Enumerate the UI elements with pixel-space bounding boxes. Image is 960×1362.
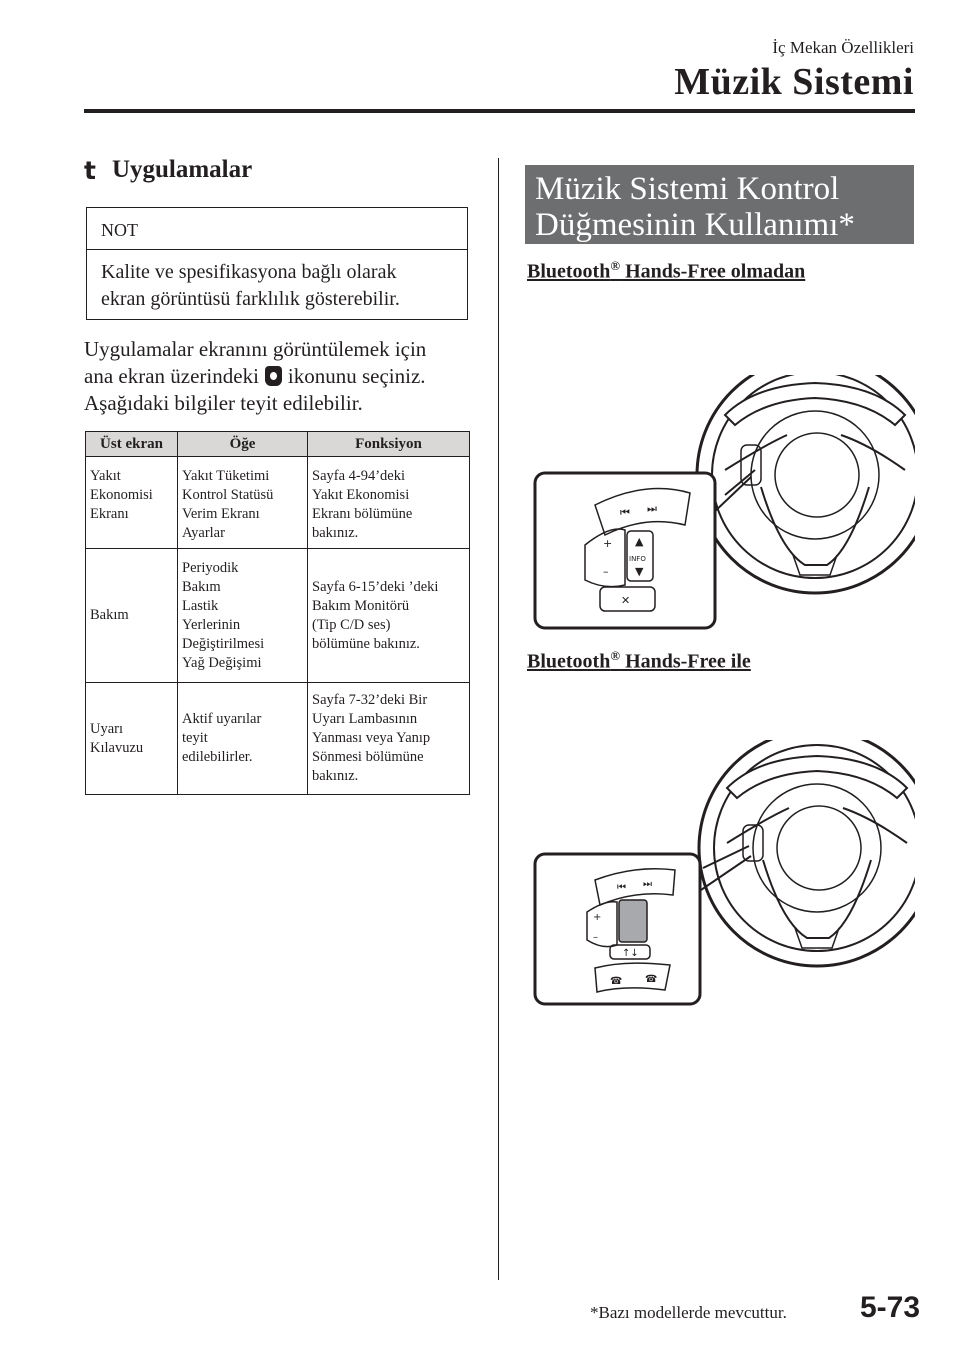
section-heading-text: Uygulamalar <box>111 156 253 183</box>
note-box <box>86 207 468 320</box>
svg-text:–: – <box>603 565 609 578</box>
body-paragraph <box>84 336 484 417</box>
table-cell-screen <box>86 457 178 549</box>
registered-mark: ® <box>610 258 621 273</box>
svg-text:+: + <box>603 537 613 550</box>
cell-line: Ekranı <box>90 506 129 522</box>
steering-wheel-figure-2 <box>525 740 915 1010</box>
cell-line: Periyodik <box>182 559 239 576</box>
svg-text:⏮: ⏮ <box>620 506 630 519</box>
cell-line: bakınız. <box>312 768 359 784</box>
cell-line: Uyarı <box>90 720 124 737</box>
figure2-heading-text: Hands-Free ile <box>620 650 751 673</box>
cell-line: Aktif uyarılar <box>182 711 262 727</box>
cell-line: Ekonomisi <box>90 487 153 503</box>
cell-line: Değiştirilmesi <box>182 635 265 652</box>
cell-line: (Tip C/D ses) <box>312 616 391 633</box>
paragraph-text: ikonunu seçiniz. <box>287 364 426 388</box>
table-cell-item <box>178 457 308 549</box>
page-number: 5-73 <box>860 1291 921 1324</box>
svg-text:↑↓: ↑↓ <box>622 948 639 959</box>
banner-line: Müzik Sistemi Kontrol <box>535 171 840 207</box>
table-header: Öğe <box>178 432 308 457</box>
figure2-heading <box>527 648 751 674</box>
paragraph-line: Uygulamalar ekranını görüntülemek için <box>84 337 427 361</box>
section-banner <box>525 165 914 244</box>
table-cell-function <box>308 457 470 549</box>
cell-line: edilebilirler. <box>182 749 253 765</box>
column-divider <box>498 158 499 1280</box>
table-row <box>86 683 470 795</box>
cell-line: Uyarı Lambasının <box>312 711 418 727</box>
cell-line: Sönmesi bölümüne <box>312 749 424 765</box>
cell-line: bölümüne bakınız. <box>312 635 420 652</box>
cell-line: Yağ Değişimi <box>182 654 262 671</box>
cell-line: Verim Ekranı <box>182 506 260 522</box>
steering-wheel-figure-1 <box>525 375 915 635</box>
table-cell-function <box>308 683 470 795</box>
cell-line: Sayfa 4-94’deki <box>312 468 406 484</box>
table-cell-screen <box>86 549 178 683</box>
paragraph-line <box>84 363 484 390</box>
section-bullet: t <box>84 156 96 185</box>
svg-text:☎: ☎ <box>645 974 658 985</box>
svg-text:–: – <box>593 932 598 943</box>
table-header: Fonksiyon <box>308 432 470 457</box>
page-title: Müzik Sistemi <box>674 61 914 103</box>
table-cell-item <box>178 683 308 795</box>
table-cell-screen <box>86 683 178 795</box>
chapter-label: İç Mekan Özellikleri <box>772 38 914 57</box>
note-body <box>101 259 459 313</box>
cell-line: Yerlerinin <box>182 616 241 633</box>
cell-line: Kontrol Statüsü <box>182 487 274 503</box>
figure1-heading <box>527 258 805 284</box>
cell-line: Yakıt <box>90 468 121 484</box>
applications-icon <box>265 366 282 386</box>
banner-line: Düğmesinin Kullanımı* <box>535 207 855 243</box>
svg-text:+: + <box>593 912 602 923</box>
table-row <box>86 549 470 683</box>
svg-text:▼: ▼ <box>635 565 644 578</box>
svg-text:⏮: ⏮ <box>617 882 626 893</box>
cell-line: Yakıt Tüketimi <box>182 468 270 484</box>
table-header: Üst ekran <box>86 432 178 457</box>
cell-line: teyit <box>182 730 208 746</box>
cell-line: bakınız. <box>312 525 359 541</box>
figure1-heading-text: Bluetooth <box>527 260 611 283</box>
cell-line: Yanması veya Yanıp <box>312 730 431 746</box>
cell-line: Bakım <box>182 578 221 595</box>
applications-table <box>85 431 470 795</box>
header-rule <box>84 109 915 113</box>
cell-line: Bakım Monitörü <box>312 597 410 614</box>
table-header-row <box>86 432 470 457</box>
cell-line: Kılavuzu <box>90 739 144 756</box>
cell-line: Lastik <box>182 597 219 614</box>
footnote: *Bazı modellerde mevcuttur. <box>590 1303 787 1322</box>
paragraph-line: Aşağıdaki bilgiler teyit edilebilir. <box>84 391 363 415</box>
cell-line: Ayarlar <box>182 525 225 541</box>
info-button-label: INFO <box>629 555 646 563</box>
table-cell-item <box>178 549 308 683</box>
svg-text:⏭: ⏭ <box>647 502 657 515</box>
registered-mark: ® <box>610 648 621 663</box>
note-line: Kalite ve spesifikasyona bağlı olarak <box>101 261 397 283</box>
figure2-heading-text: Bluetooth <box>527 650 611 673</box>
svg-text:⏭: ⏭ <box>643 879 652 890</box>
cell-line: Ekranı bölümüne <box>312 506 413 522</box>
table-cell-function <box>308 549 470 683</box>
paragraph-text: ana ekran üzerindeki <box>84 364 259 388</box>
section-heading <box>84 156 252 185</box>
figure1-heading-text: Hands-Free olmadan <box>620 260 806 283</box>
note-title: NOT <box>87 208 467 250</box>
cell-line: Bakım <box>90 607 129 623</box>
svg-text:☎: ☎ <box>610 976 623 987</box>
cell-line: Yakıt Ekonomisi <box>312 487 410 503</box>
table-row <box>86 457 470 549</box>
svg-text:▲: ▲ <box>635 535 644 548</box>
cell-line: Sayfa 7-32’deki Bir <box>312 692 428 708</box>
cell-line: Sayfa 6-15’deki ’deki <box>312 578 439 595</box>
svg-text:✕: ✕ <box>621 594 631 607</box>
note-line: ekran görüntüsü farklılık gösterebilir. <box>101 288 400 310</box>
